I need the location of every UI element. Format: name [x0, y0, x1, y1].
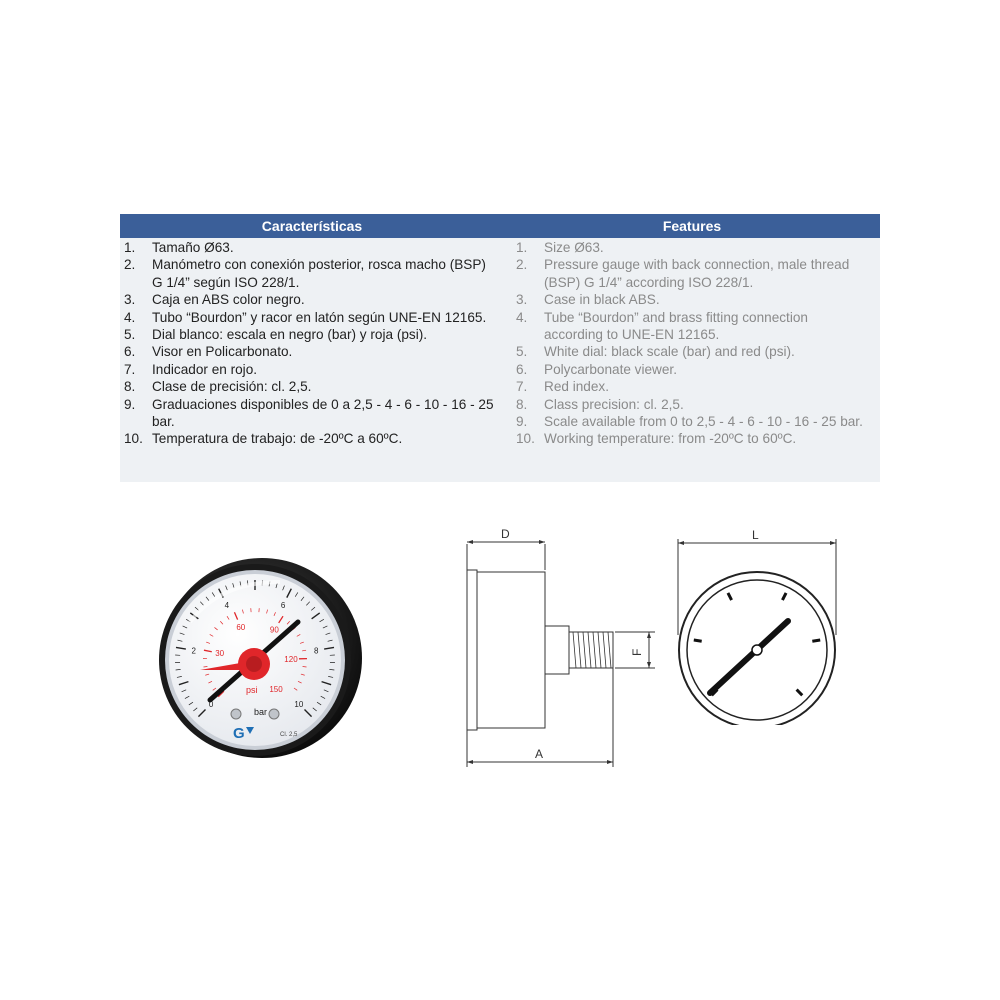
caracteristica-item: [124, 378, 496, 395]
feature-item-number: 3.: [516, 292, 528, 308]
caracteristica-item-text: Tubo “Bourdon” y racor en latón según UNE-EN 12165.: [152, 309, 487, 325]
front-scale-mark: [812, 640, 820, 641]
thread-line: [603, 632, 606, 668]
feature-item: [516, 256, 864, 291]
bar-scale-label: 0: [208, 699, 214, 709]
caracteristica-item-text: Temperatura de trabajo: de -20ºC a 60ºC.: [152, 431, 403, 447]
caracteristica-item: [124, 430, 496, 447]
caracteristica-item-text: Caja en ABS color negro.: [152, 292, 305, 308]
thread-lines: [573, 632, 611, 668]
thread-line: [573, 632, 576, 668]
screw-left: [231, 709, 241, 719]
caracteristica-item-text: Manómetro con conexión posterior, rosca macho (BSP) G 1/4” según ISO 228/1.: [152, 257, 486, 290]
caracteristica-item-number: 3.: [124, 292, 136, 308]
caracteristica-item: [124, 239, 496, 256]
svg-text:G: G: [233, 725, 245, 742]
front-scale-mark: [782, 593, 786, 600]
fitting-base: [545, 626, 569, 674]
caracteristica-item: [124, 361, 496, 378]
header-caracteristicas: Características: [120, 214, 504, 238]
bar-scale-label: 8: [314, 646, 319, 656]
caracteristica-item-text: Indicador en rojo.: [152, 361, 258, 377]
feature-item-number: 5.: [516, 344, 528, 360]
psi-scale-label: 150: [269, 685, 283, 695]
thread-line: [598, 632, 601, 668]
caracteristica-item-number: 5.: [124, 327, 136, 343]
front-scale-mark: [728, 593, 732, 600]
feature-item-number: 1.: [516, 240, 528, 255]
front-scale-mark: [797, 690, 803, 696]
caracteristica-item: [124, 309, 496, 326]
feature-item-text: Case in black ABS.: [544, 292, 660, 308]
psi-scale-label: 90: [269, 625, 279, 635]
bar-scale-label: 4: [224, 600, 230, 610]
list-caracteristicas: [124, 239, 496, 448]
feature-item-text: Scale available from 0 to 2,5 - 4 - 6 - 10 - 16 - 25 bar.: [544, 414, 863, 430]
caracteristica-item-text: Clase de precisión: cl. 2,5.: [152, 379, 312, 395]
list-features: [516, 239, 864, 448]
caracteristica-item-number: 10.: [124, 431, 143, 447]
front-pivot: [752, 645, 762, 655]
bar-scale-label: 6: [280, 600, 286, 610]
feature-item: [516, 239, 864, 256]
feature-item: [516, 343, 864, 360]
feature-item-text: Working temperature: from -20ºC to 60ºC.: [544, 431, 797, 447]
label-f: F: [630, 648, 644, 656]
front-pointer: [710, 621, 788, 693]
caracteristica-item-text: Tamaño Ø63.: [152, 240, 234, 255]
thread-line: [593, 632, 596, 668]
caracteristica-item: [124, 343, 496, 360]
feature-item-number: 9.: [516, 414, 528, 430]
feature-item-number: 7.: [516, 379, 528, 395]
feature-item: [516, 378, 864, 395]
front-scale-marks: [694, 593, 820, 695]
screw-right: [269, 709, 279, 719]
caracteristica-item: [124, 291, 496, 308]
caracteristica-item: [124, 326, 496, 343]
feature-item-number: 4.: [516, 309, 528, 325]
thread-line: [588, 632, 591, 668]
thread-line: [578, 632, 581, 668]
feature-item-text: Polycarbonate viewer.: [544, 361, 677, 377]
caracteristica-item-number: 2.: [124, 257, 136, 273]
feature-item: [516, 396, 864, 413]
caracteristica-item: [124, 256, 496, 291]
feature-item-number: 10.: [516, 431, 535, 447]
caracteristica-item-text: Graduaciones disponibles de 0 a 2,5 - 4 - 6 - 10 - 16 - 25 bar.: [152, 396, 494, 430]
unit-bar: bar: [254, 707, 268, 717]
caracteristica-item-text: Visor en Policarbonato.: [152, 344, 293, 360]
unit-psi: psi: [246, 685, 258, 695]
caracteristica-item-number: 4.: [124, 309, 136, 325]
side-view-drawing: [455, 522, 665, 772]
header-features: Features: [504, 214, 880, 238]
caracteristica-item-number: 1.: [124, 240, 136, 255]
caracteristica-item-number: 9.: [124, 396, 136, 412]
feature-item-text: Size Ø63.: [544, 240, 604, 255]
caracteristica-item-number: 7.: [124, 361, 136, 377]
bar-scale-label: 10: [294, 699, 304, 709]
feature-item-number: 2.: [516, 257, 528, 273]
thread-line: [583, 632, 586, 668]
feature-item-number: 6.: [516, 361, 528, 377]
feature-item-text: Tube “Bourdon” and brass fitting connection according to UNE-EN 12165.: [544, 309, 808, 343]
front-scale-mark: [694, 640, 702, 641]
feature-item: [516, 291, 864, 308]
feature-item-text: Pressure gauge with back connection, male thread (BSP) G 1/4” according ISO 228/1.: [544, 257, 850, 290]
features-table: [120, 214, 880, 482]
psi-scale-label: 60: [236, 622, 246, 632]
gauge-photo: [150, 552, 370, 772]
feature-item: [516, 309, 864, 344]
bar-scale-label: 2: [191, 646, 196, 656]
caracteristica-item-number: 6.: [124, 344, 136, 360]
psi-scale-label: 30: [215, 649, 225, 659]
feature-item-text: Class precision: cl. 2,5.: [544, 396, 684, 412]
feature-item: [516, 413, 864, 430]
class-label: Cl. 2,5: [280, 732, 298, 738]
caracteristica-item-text: Dial blanco: escala en negro (bar) y roja (psi).: [152, 327, 428, 343]
label-a: A: [535, 747, 544, 761]
case-body-side: [477, 572, 545, 728]
label-l: L: [752, 528, 759, 542]
feature-item-number: 8.: [516, 396, 528, 412]
feature-item-text: Red index.: [544, 379, 609, 395]
feature-item: [516, 430, 864, 447]
feature-item: [516, 361, 864, 378]
case-front: [467, 570, 477, 730]
label-d: D: [501, 527, 510, 541]
psi-scale-label: 120: [284, 655, 298, 665]
thread-line: [608, 632, 611, 668]
feature-item-text: White dial: black scale (bar) and red (psi).: [544, 344, 795, 360]
caracteristica-item: [124, 396, 496, 431]
caracteristica-item-number: 8.: [124, 379, 136, 395]
front-view-drawing: [668, 525, 848, 725]
